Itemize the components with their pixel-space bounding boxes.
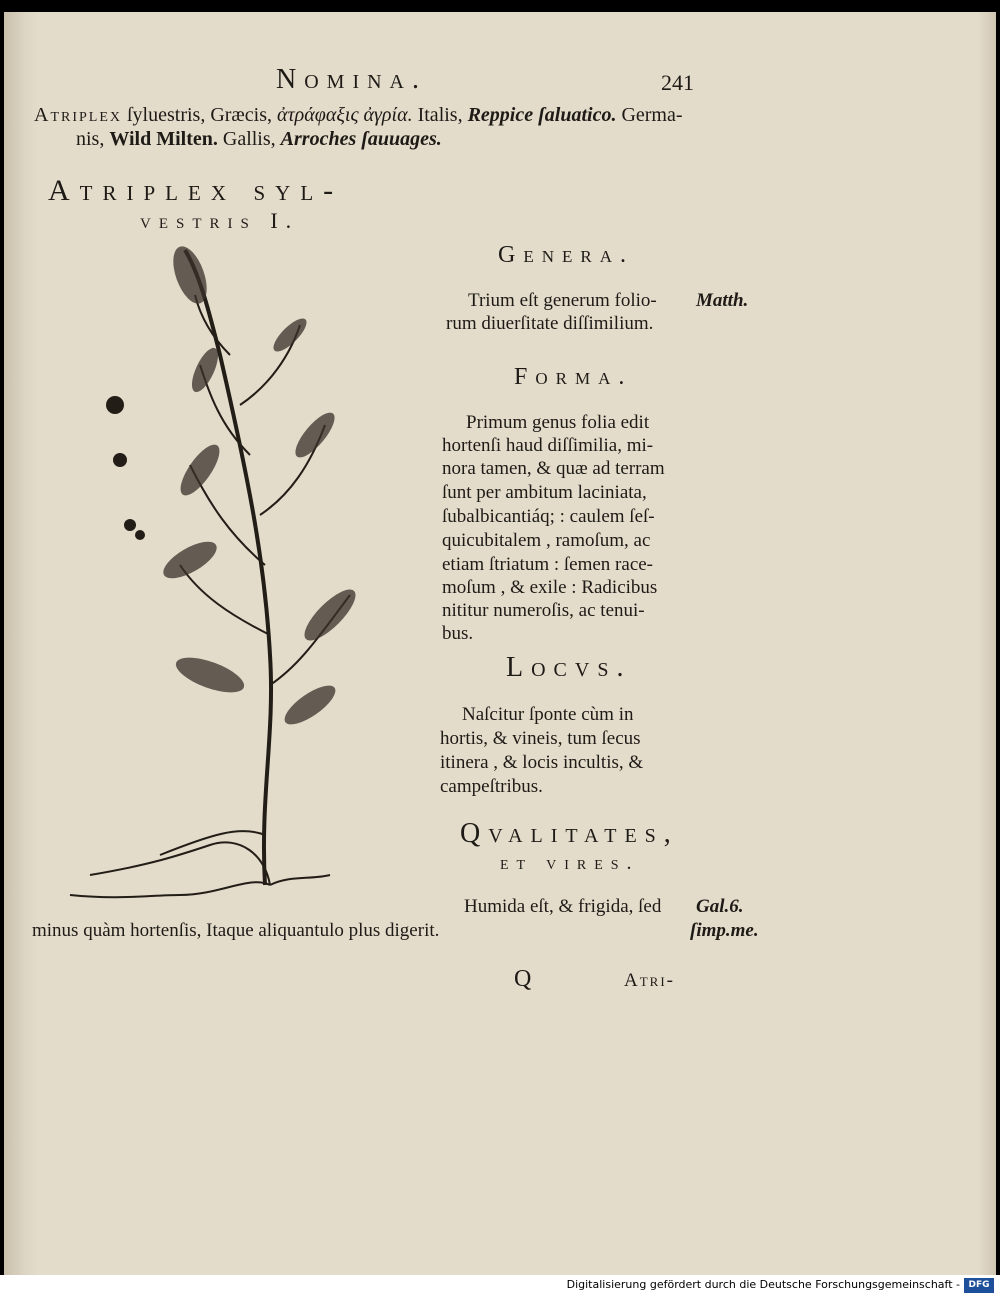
names-text: Italis, [412, 104, 468, 126]
page-edge [978, 12, 996, 1275]
qualitates-line-1: Humida eſt, & frigida, ſed [464, 896, 662, 917]
forma-line-9: nititur numeroſis, ac tenui- [442, 600, 645, 621]
italian-name: Reppice ſaluatico. [467, 104, 617, 126]
genera-line-2: rum diuerſitate diſſimilium. [446, 313, 654, 334]
section-title-vires: et vires. [500, 852, 640, 874]
digitization-footer [0, 1275, 1000, 1297]
locus-line-2: hortis, & vineis, tum ſecus [440, 728, 641, 749]
qualitates-margin-note-1: Gal.6. [696, 896, 744, 917]
names-line-2 [76, 128, 442, 151]
qualitates-line-2: minus quàm hortenſis, Itaque aliquantulo plus digerit. [32, 920, 440, 941]
signature-mark: Q [514, 966, 532, 992]
forma-line-1: Primum genus folia edit [466, 412, 650, 433]
forma-line-3: nora tamen, & quæ ad terram [442, 458, 665, 479]
plant-woodcut-illustration [60, 235, 360, 915]
page-gutter [4, 12, 38, 1275]
section-title-forma: Forma. [514, 364, 633, 390]
forma-line-8: moſum , & exile : Radicibus [442, 577, 658, 598]
footer-credit: Digitalisierung gefördert durch die Deutsche Forschungsgemeinschaft - [566, 1278, 960, 1291]
names-text: nis, [76, 128, 110, 150]
locus-line-1: Naſcitur ſponte cùm in [462, 704, 634, 725]
french-name: Arroches ſauuages. [280, 128, 442, 150]
qualitates-margin-note-2: ſimp.me. [690, 920, 759, 941]
forma-line-4: ſunt per ambitum laciniata, [442, 482, 647, 503]
forma-line-7: etiam ſtriatum : ſemen race- [442, 554, 654, 575]
names-text: Germa- [616, 104, 683, 126]
plant-name: Atriplex [34, 104, 122, 126]
genera-line-1: Trium eſt generum folio- [468, 290, 657, 311]
section-title-genera: Genera. [498, 242, 634, 268]
forma-line-2: hortenſi haud diſſimilia, mi- [442, 435, 654, 456]
forma-line-5: ſubalbicantiáq; : caulem ſeſ- [442, 506, 655, 527]
page-title: Nomina. [276, 64, 427, 95]
figure-caption-line-1: Atriplex syl- [48, 174, 344, 207]
names-line-1 [34, 104, 683, 127]
locus-line-4: campeſtribus. [440, 776, 543, 797]
names-text: ſyluestris, Græcis, [122, 104, 277, 126]
german-name: Wild Milten. [109, 128, 218, 150]
forma-line-10: bus. [442, 623, 474, 644]
locus-line-3: itinera , & locis incultis, & [440, 752, 644, 773]
catchword: Atri- [624, 970, 675, 991]
forma-line-6: quicubitalem , ramoſum, ac [442, 530, 651, 551]
section-title-locus: Locvs. [506, 652, 632, 683]
page-number: 241 [661, 70, 694, 95]
dfg-logo: DFG [964, 1278, 994, 1293]
names-text: Gallis, [217, 128, 281, 150]
greek-name: ἀτράφαξις ἀγρία. [277, 104, 413, 126]
figure-caption-line-2: vestris I. [140, 208, 300, 233]
genera-margin-note: Matth. [696, 290, 749, 311]
section-title-qualitates: Qvalitates, [460, 818, 679, 849]
